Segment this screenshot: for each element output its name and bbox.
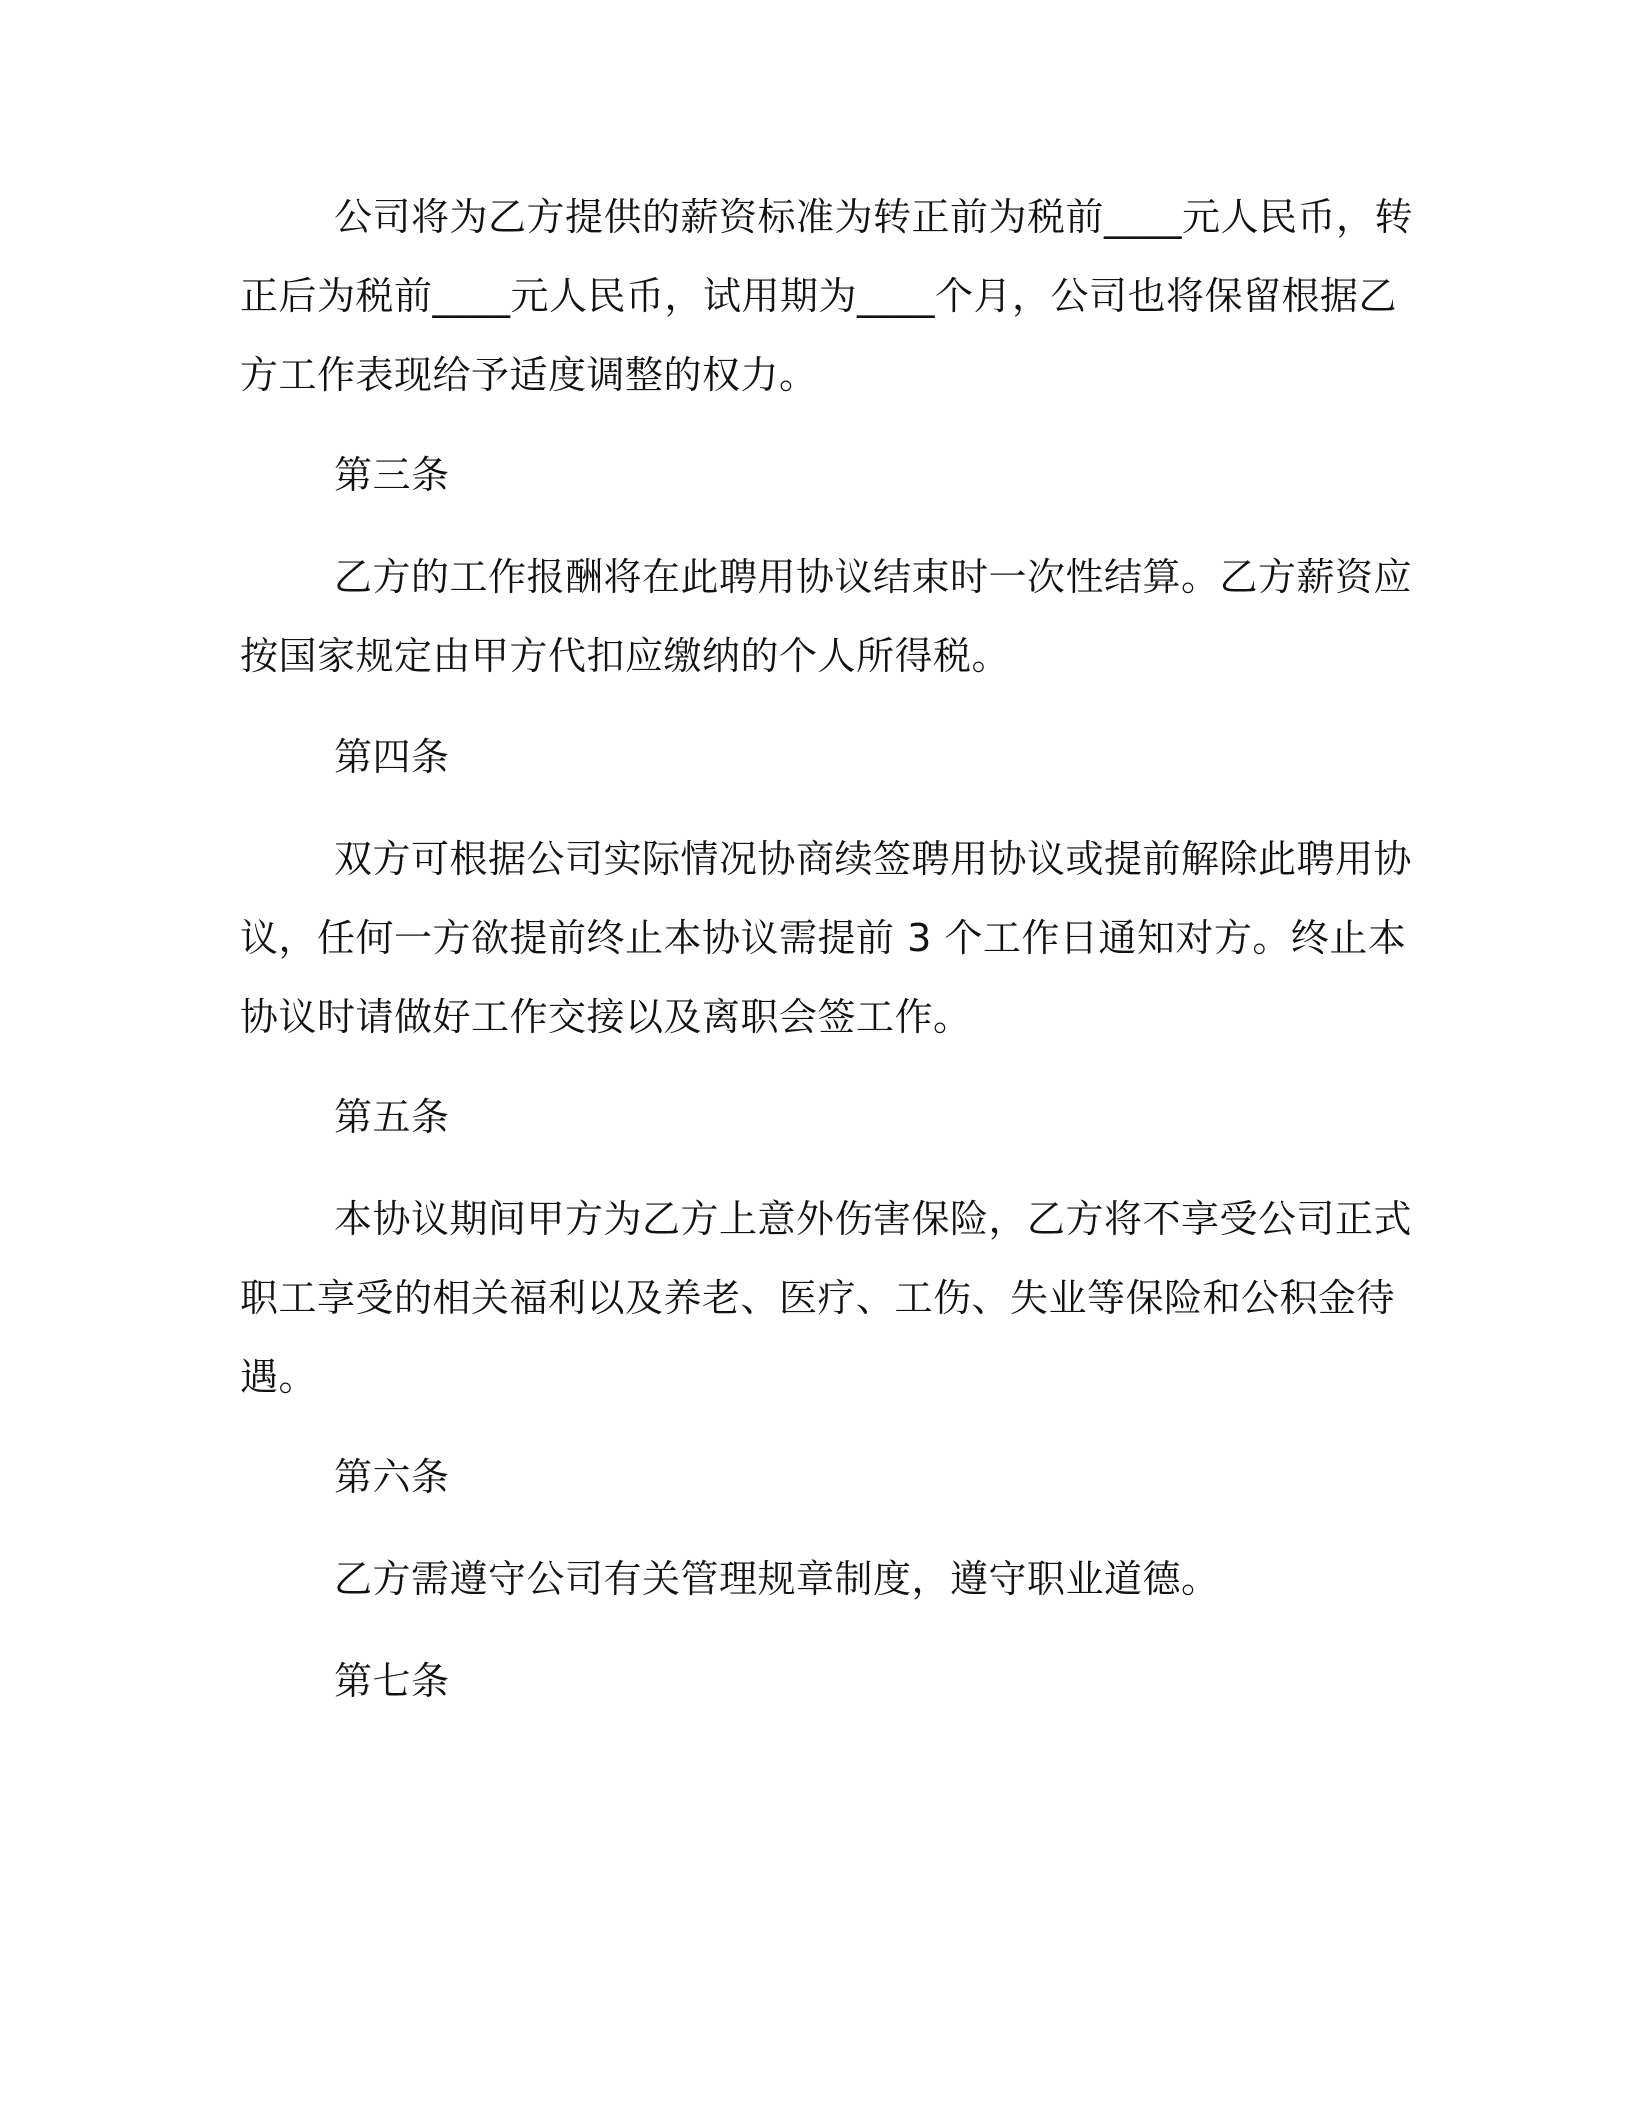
- paragraph-line: 协议时请做好工作交接以及离职会签工作。: [240, 995, 972, 1039]
- paragraph-line: 乙方的工作报酬将在此聘用协议结束时一次性结算。乙方薪资应: [334, 555, 1413, 599]
- paragraph-line: 职工享受的相关福利以及养老、医疗、工伤、失业等保险和公积金待: [240, 1276, 1396, 1320]
- article-heading: 第七条: [334, 1659, 450, 1703]
- paragraph-line: 公司将为乙方提供的薪资标准为转正前为税前____元人民币，转: [334, 195, 1414, 239]
- paragraph-line: 按国家规定由甲方代扣应缴纳的个人所得税。: [240, 634, 1011, 678]
- paragraph-line: 本协议期间甲方为乙方上意外伤害保险，乙方将不享受公司正式: [334, 1197, 1413, 1241]
- paragraph-line: 遇。: [240, 1355, 318, 1399]
- article-heading: 第四条: [334, 735, 450, 779]
- article-heading: 第六条: [334, 1455, 450, 1499]
- paragraph-line: 双方可根据公司实际情况协商续签聘用协议或提前解除此聘用协: [334, 837, 1413, 881]
- paragraph-line: 方工作表现给予适度调整的权力。: [240, 353, 818, 397]
- article-heading: 第五条: [334, 1095, 450, 1139]
- paragraph-line: 乙方需遵守公司有关管理规章制度，遵守职业道德。: [334, 1557, 1220, 1601]
- paragraph-line: 议，任何一方欲提前终止本协议需提前 3 个工作日通知对方。终止本: [240, 916, 1407, 960]
- paragraph-line: 正后为税前____元人民币，试用期为____个月，公司也将保留根据乙: [240, 274, 1398, 318]
- article-heading: 第三条: [334, 453, 450, 497]
